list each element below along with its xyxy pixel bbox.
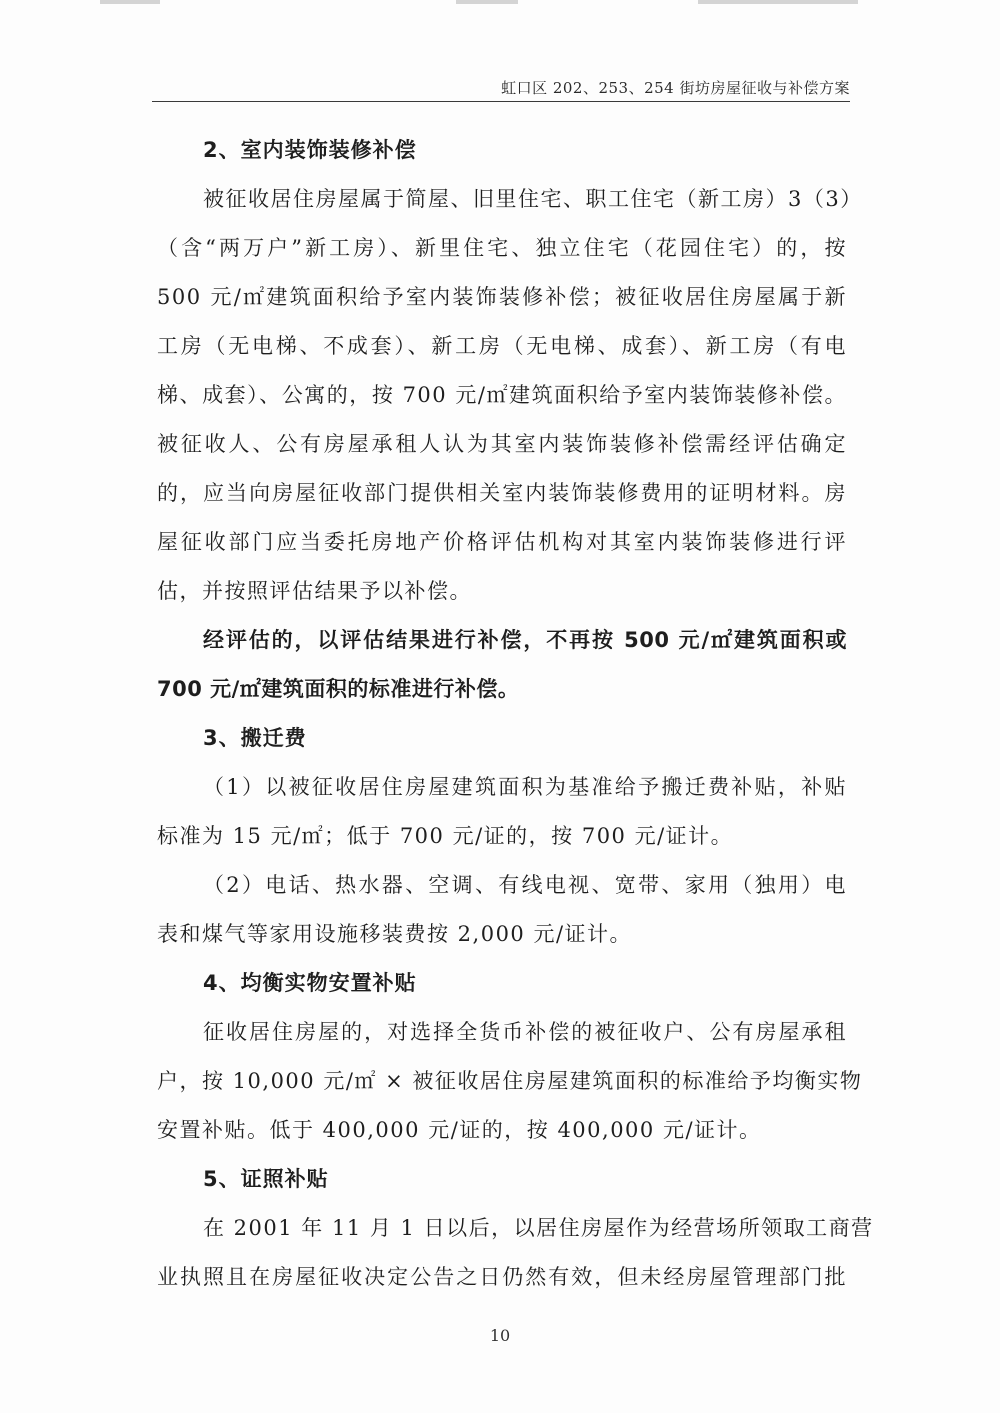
paragraph-line: 屋征收部门应当委托房地产价格评估机构对其室内装饰装修进行评 <box>157 530 847 554</box>
paragraph-line: 户，按 10,000 元/㎡ × 被征收居住房屋建筑面积的标准给予均衡实物 <box>157 1069 863 1093</box>
page-number: 10 <box>489 1326 511 1345</box>
paragraph-line: 业执照且在房屋征收决定公告之日仍然有效，但未经房屋管理部门批 <box>157 1265 847 1289</box>
scan-artifact <box>698 0 858 4</box>
running-header: 虹口区 202、253、254 街坊房屋征收与补偿方案 <box>501 79 850 97</box>
emphasized-paragraph-line: 经评估的，以评估结果进行补偿，不再按 500 元/㎡建筑面积或 <box>203 628 847 652</box>
paragraph-line: （1）以被征收居住房屋建筑面积为基准给予搬迁费补贴，补贴 <box>203 775 847 799</box>
paragraph-line: 梯、成套）、公寓的，按 700 元/㎡建筑面积给予室内装饰装修补偿。 <box>157 383 847 407</box>
section-heading: 4、均衡实物安置补贴 <box>203 971 417 995</box>
paragraph-line: 工房（无电梯、不成套）、新工房（无电梯、成套）、新工房（有电 <box>157 334 847 358</box>
paragraph-line: 500 元/㎡建筑面积给予室内装饰装修补偿；被征收居住房屋属于新 <box>157 285 847 309</box>
paragraph-line: 征收居住房屋的，对选择全货币补偿的被征收户、公有房屋承租 <box>203 1020 847 1044</box>
section-heading: 3、搬迁费 <box>203 726 307 750</box>
paragraph-line: 的，应当向房屋征收部门提供相关室内装饰装修费用的证明材料。房 <box>157 481 847 505</box>
paragraph-line: 估，并按照评估结果予以补偿。 <box>157 579 472 603</box>
section-heading: 5、证照补贴 <box>203 1167 329 1191</box>
emphasized-paragraph-line: 700 元/㎡建筑面积的标准进行补偿。 <box>157 677 520 701</box>
paragraph-line: （含“两万户”新工房）、新里住宅、独立住宅（花园住宅）的，按 <box>157 236 847 260</box>
paragraph-line: 表和煤气等家用设施移装费按 2,000 元/证计。 <box>157 922 633 946</box>
paragraph-line: 标准为 15 元/㎡；低于 700 元/证的，按 700 元/证计。 <box>157 824 734 848</box>
paragraph-line: （2）电话、热水器、空调、有线电视、宽带、家用（独用）电 <box>203 873 847 897</box>
paragraph-line: 被征收居住房屋属于简屋、旧里住宅、职工住宅（新工房）3（3） <box>203 187 863 211</box>
paragraph-line: 被征收人、公有房屋承租人认为其室内装饰装修补偿需经评估确定 <box>157 432 847 456</box>
document-body <box>157 126 874 1302</box>
header-rule <box>152 101 850 102</box>
scan-artifact <box>456 0 518 4</box>
paragraph-line: 在 2001 年 11 月 1 日以后，以居住房屋作为经营场所领取工商营 <box>203 1216 874 1240</box>
paragraph-line: 安置补贴。低于 400,000 元/证的，按 400,000 元/证计。 <box>157 1118 762 1142</box>
section-heading: 2、室内装饰装修补偿 <box>203 138 417 162</box>
scan-artifact <box>100 0 160 4</box>
